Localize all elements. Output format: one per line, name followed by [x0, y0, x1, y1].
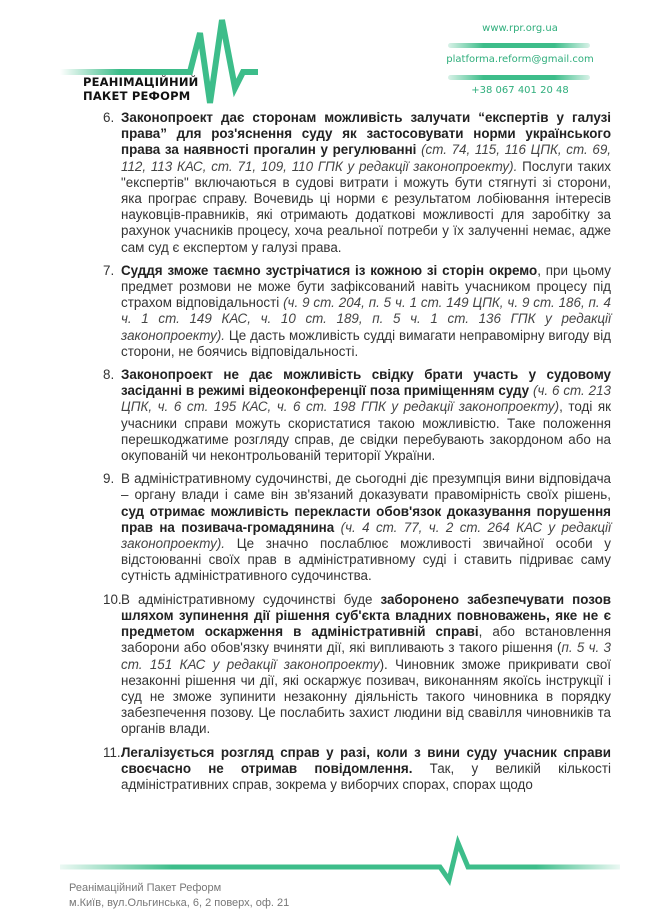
phone-number: +38 067 401 20 48: [471, 85, 569, 96]
bold-text: заборонено забезпечувати позов шляхом зупинення дії рішення суб'єкта владних повноважень, яке не є предметом оскарження в адміністративній справі: [121, 591, 611, 640]
list-item: [103, 367, 611, 464]
footer-org-name: Реанімаційний Пакет Реформ: [69, 882, 222, 894]
bold-text: суд отримає можливість перекласти обов'язок доказування порушення прав на позивача-громадянина: [121, 503, 611, 535]
bold-text: Законопроект дає сторонам можливість залучати “експертів у галузі права” для роз'яснення суду як застосовувати норми українського права за наявності прогалин у регулюванні: [121, 110, 611, 158]
divider: [448, 75, 590, 80]
list-item-number: 6.: [103, 110, 115, 125]
list-item-number: 8.: [103, 367, 115, 383]
body-text: Так, у великій кількості адміністративних справ, зокрема у виборчих спорах, спорах щодо: [121, 760, 611, 792]
list-item: [103, 745, 611, 794]
list-item-number: 10.: [103, 591, 122, 607]
body-text: Послуги таких "експертів" включаються в судові витрати і можуть бути стягнуті зі сторони, яка програє справу. Вочевидь ці норми є результатом лобіювання інтересів науковців-правників, які отримають додаткові можливості для заробітку за рахунок учасників процесу, хоча реальної потреби у їх залученні немає, адже сам суд є експертом у галузі права.: [121, 158, 611, 255]
website-link[interactable]: www.rpr.org.ua: [482, 23, 558, 34]
logo-text: [83, 75, 198, 103]
citation-text: (ст. 74, 115, 116 ЦПК, ст. 69, 112, 113 КАС, ст. 71, 109, 110 ГПК у редакції законопроекту).: [121, 142, 611, 174]
logo-line-2: ПАКЕТ РЕФОРМ: [83, 89, 191, 103]
footer-address: [69, 881, 289, 911]
email-link[interactable]: platforma.reform@gmail.com: [446, 54, 594, 65]
body-text: Це значно послаблює можливості звичайної особи у відстоюванні своїх прав в адміністративному суді і ставить підриває саму сутність адміністративного судочинства.: [121, 536, 611, 584]
body-text: , при цьому предмет розмови не може бути зафіксований навіть учасником процесу під страхом відповідальності: [121, 262, 611, 311]
document-body: [103, 110, 611, 800]
body-text: , або встановлення заборони або обов'язку вчиняти дії, які випливають з такого рішення (: [121, 624, 612, 656]
citation-text: (ч. 4 ст. 77, ч. 2 ст. 264 КАС у редакції законопроекту).: [121, 519, 611, 552]
list-item: [103, 263, 611, 360]
list-item-number: 9.: [103, 471, 115, 487]
list-item: [103, 592, 611, 738]
bold-text: Легалізується розгляд справ у разі, коли з вини суду учасник справи своєчасно не отримав повідомлення.: [121, 744, 611, 776]
citation-text: (ч. 9 ст. 204, п. 5 ч. 1 ст. 149 ЦПК, ч. 9 ст. 186, п. 4 ч. 1 ст. 149 КАС, ч. 10 ст. 189, п. 5 ч. 1 ст. 136 ГПК у редакції законопроекту).: [121, 295, 611, 343]
body-text: В адміністративному судочинстві, де сьогодні діє презумпція вини відповідача – органу влади і саме він зв'язаний доказувати правомірність своїх рішень,: [121, 471, 611, 503]
logo-line-1: РЕАНІМАЦІЙНИЙ: [83, 75, 199, 89]
list-item: [103, 471, 611, 584]
footer-address-line: м.Київ, вул.Ольгинська, 6, 2 поверх, оф. 21: [69, 897, 290, 909]
body-text: , тоді як учасники справи можуть скористатися такою можливістю. Таке положення перешкоджатиме розгляду справ, де свідки перебувають закордоном або на окупованій чи неконтрольованій території України.: [121, 399, 611, 464]
list-item-number: 7.: [103, 262, 115, 278]
body-text: Це дасть можливість судді вимагати неправомірну вигоду від сторони, не боячись відповідальності.: [121, 327, 611, 359]
body-text: ). Чиновник зможе прикривати свої незаконні рішення чи дії, які оскаржує позивач, виконанням якоїсь інструкції і суд не зможе зупинити незаконну діяльність такого чиновника в порядку забезпечення позову. Це послабить захист людини від свавілля чиновників та органів влади.: [121, 656, 611, 737]
bold-text: Законопроект не дає можливість свідку брати участь у судовому засіданні в режимі відеоконференції поза приміщенням суду: [121, 367, 611, 399]
list-item: [103, 110, 611, 256]
bold-text: Суддя зможе таємно зустрічатися із кожною зі сторін окремо: [121, 262, 538, 278]
list-item-number: 11.: [103, 744, 121, 760]
citation-text: п. 5 ч. 3 ст. 151 КАС у редакції законопроекту: [121, 640, 611, 672]
citation-text: (ч. 6 ст. 213 ЦПК, ч. 6 ст. 195 КАС, ч. 6 ст. 198 ГПК у редакції законопроекту): [121, 383, 612, 415]
divider: [448, 43, 590, 48]
body-text: В адміністративному судочинстві буде: [121, 591, 381, 607]
